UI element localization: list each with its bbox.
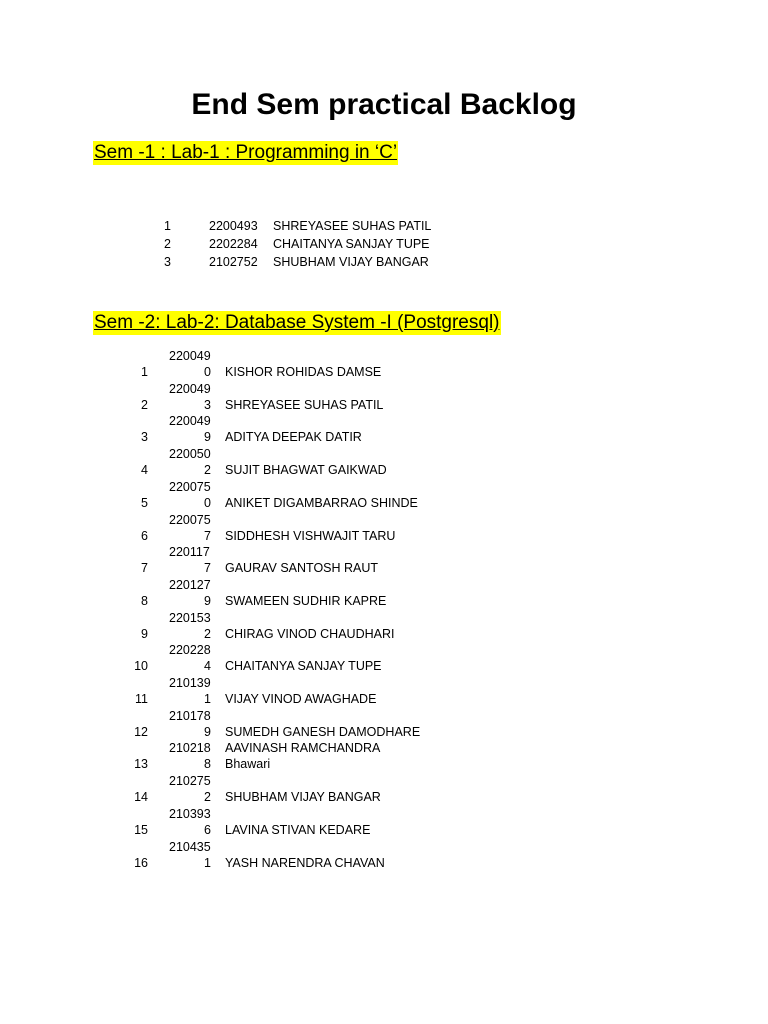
lab2-row [0, 740, 768, 772]
lab2-row [0, 381, 768, 413]
prn-number-top: 220117 [169, 545, 210, 560]
serial-number: 3 [164, 255, 171, 269]
prn-number-last-digit: 6 [204, 822, 211, 837]
prn-number-last-digit: 2 [204, 626, 211, 641]
serial-number: 5 [141, 495, 148, 510]
prn-number: 2202284 [209, 237, 258, 251]
prn-number: 2200493 [209, 219, 258, 233]
serial-number: 16 [134, 855, 148, 870]
serial-number: 9 [141, 626, 148, 641]
serial-number: 6 [141, 528, 148, 543]
serial-number: 12 [134, 724, 148, 739]
serial-number: 8 [141, 593, 148, 608]
document-title: End Sem practical Backlog [191, 88, 577, 121]
prn-number-last-digit: 2 [204, 463, 211, 478]
prn-number-top: 210435 [169, 839, 211, 854]
lab2-row [0, 806, 768, 838]
lab1-row [0, 253, 768, 271]
lab1-heading: Sem -1 : Lab-1 : Programming in ‘C’ [94, 142, 398, 163]
prn-number-last-digit: 9 [204, 724, 211, 739]
prn-number-last-digit: 1 [204, 855, 211, 870]
serial-number: 2 [141, 397, 148, 412]
student-name: GAURAV SANTOSH RAUT [225, 561, 379, 576]
serial-number: 10 [134, 659, 148, 674]
student-name: VIJAY VINOD AWAGHADE [225, 692, 377, 706]
serial-number: 15 [134, 822, 148, 837]
student-name: LAVINA STIVAN KEDARE [225, 822, 371, 837]
prn-number-top: 210393 [169, 806, 211, 821]
student-name: CHAITANYA SANJAY TUPE [225, 659, 382, 674]
lab2-row [0, 413, 768, 445]
serial-number: 7 [141, 561, 148, 576]
lab1-row [0, 217, 768, 235]
prn-number: 2102752 [209, 255, 258, 269]
prn-number-top: 220049 [169, 414, 211, 429]
prn-number-top: 220228 [169, 643, 211, 658]
prn-number-top: 220075 [169, 479, 211, 494]
student-name: SUJIT BHAGWAT GAIKWAD [225, 463, 387, 478]
lab2-row [0, 544, 768, 576]
lab2-row [0, 348, 768, 380]
lab2-row [0, 675, 768, 707]
prn-number-last-digit: 4 [204, 659, 211, 674]
lab2-row [0, 708, 768, 740]
serial-number: 4 [141, 463, 148, 478]
prn-number-last-digit: 9 [204, 593, 211, 608]
student-name: SWAMEEN SUDHIR KAPRE [225, 593, 387, 608]
lab2-row [0, 446, 768, 478]
prn-number-last-digit: 7 [204, 528, 211, 543]
prn-number-top: 210178 [169, 708, 211, 723]
student-name: Bhawari [225, 757, 271, 772]
lab2-row [0, 773, 768, 805]
lab2-row [0, 479, 768, 511]
prn-number-last-digit: 7 [204, 561, 211, 576]
lab2-row [0, 577, 768, 609]
prn-number-last-digit: 2 [204, 790, 211, 805]
serial-number: 1 [164, 219, 171, 233]
prn-number-top: 220050 [169, 447, 211, 462]
lab1-row [0, 235, 768, 253]
prn-number-top: 220049 [169, 381, 211, 396]
prn-number-top: 210275 [169, 774, 211, 789]
prn-number-top: 220153 [169, 610, 211, 625]
lab2-row [0, 610, 768, 642]
serial-number: 13 [134, 757, 148, 772]
student-name: SHREYASEE SUHAS PATIL [225, 397, 384, 412]
student-name: YASH NARENDRA CHAVAN [225, 855, 385, 870]
student-name: SIDDHESH VISHWAJIT TARU [225, 528, 396, 543]
student-name: CHIRAG VINOD CHAUDHARI [225, 626, 395, 641]
prn-number-top: 210218 [169, 741, 211, 756]
prn-number-top: 210139 [169, 676, 211, 690]
prn-number-top: 220049 [169, 349, 211, 363]
lab2-heading: Sem -2: Lab-2: Database System -I (Postgresql) [94, 312, 500, 333]
prn-number-last-digit: 1 [204, 692, 211, 706]
lab2-row [0, 512, 768, 544]
prn-number-last-digit: 0 [204, 365, 211, 379]
student-name: KISHOR ROHIDAS DAMSE [225, 365, 382, 379]
student-name: ANIKET DIGAMBARRAO SHINDE [225, 495, 418, 510]
serial-number: 1 [141, 365, 148, 379]
lab2-row [0, 839, 768, 871]
prn-number-top: 220075 [169, 512, 211, 527]
lab2-row [0, 642, 768, 674]
serial-number: 3 [141, 430, 148, 445]
student-name: CHAITANYA SANJAY TUPE [273, 237, 430, 251]
serial-number: 14 [134, 790, 148, 805]
student-name: SHUBHAM VIJAY BANGAR [273, 255, 429, 269]
prn-number-last-digit: 8 [204, 757, 211, 772]
serial-number: 2 [164, 237, 171, 251]
prn-number-top: 220127 [169, 577, 211, 592]
student-name: ADITYA DEEPAK DATIR [225, 430, 362, 445]
prn-number-last-digit: 3 [204, 397, 211, 412]
student-name: SUMEDH GANESH DAMODHARE [225, 724, 421, 739]
serial-number: 11 [135, 692, 148, 706]
student-name-first-line: AAVINASH RAMCHANDRA [225, 741, 381, 756]
prn-number-last-digit: 9 [204, 430, 211, 445]
prn-number-last-digit: 0 [204, 495, 211, 510]
student-name: SHREYASEE SUHAS PATIL [273, 219, 432, 233]
student-name: SHUBHAM VIJAY BANGAR [225, 790, 381, 805]
